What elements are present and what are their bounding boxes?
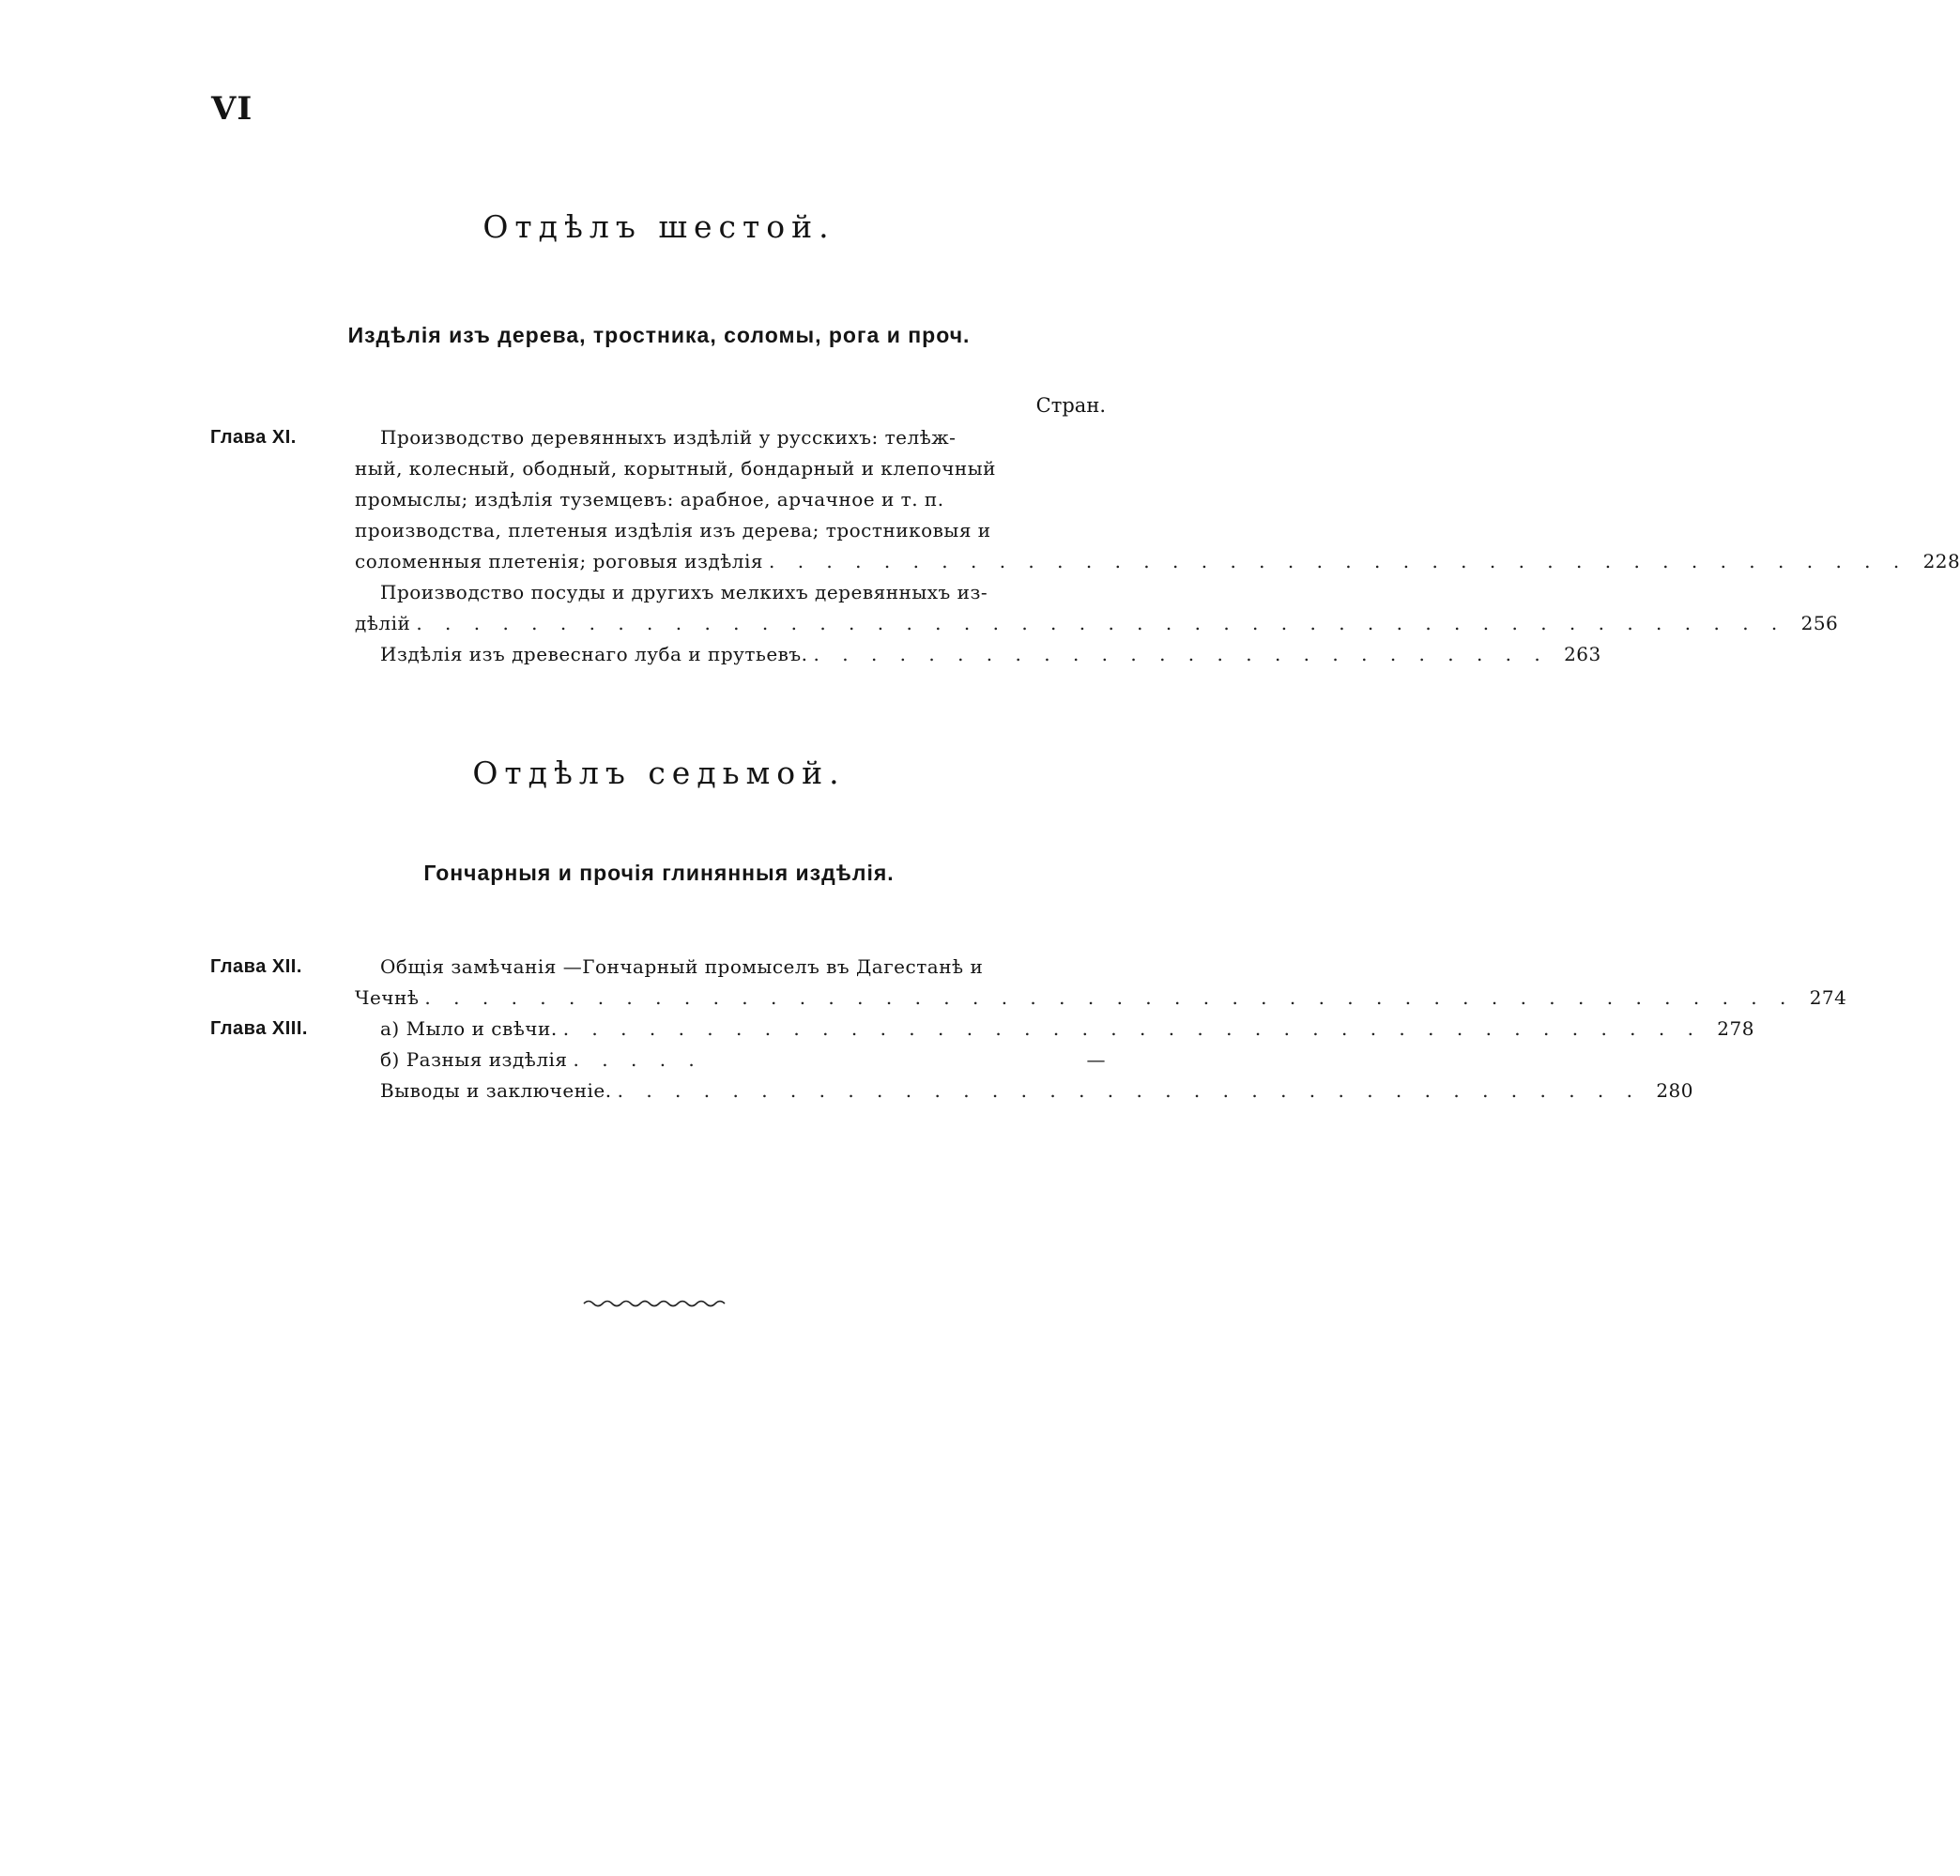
toc-entry: [380, 639, 1601, 670]
page-number: VI: [211, 90, 253, 128]
toc-entry: [355, 608, 1839, 639]
toc-text: Издѣлія изъ древеснаго луба и прутьевъ.: [380, 643, 808, 665]
dot-leader: . . . . . . . . . . . . . . . . . . . . . . . . . . . . . . . . . . . . . . . . . . . . . . . .: [416, 612, 1786, 634]
dot-leader: . . . . . . . . . . . . . . . . . . . . . . . . . . . . . . . . . . . . . . . .: [562, 1017, 1702, 1040]
toc-text: Производство посуды и другихъ мелкихъ деревянныхъ из-: [380, 581, 988, 603]
chapter-label-xiii: Глава XIII.: [210, 1018, 308, 1039]
toc-text: промыслы; издѣлія туземцевъ: арабное, арчачное и т. п.: [355, 488, 944, 511]
toc-text: ный, колесный, ободный, корытный, бондарный и клепочный: [355, 457, 997, 480]
toc-text: б) Разныя издѣлія: [380, 1048, 568, 1071]
dot-leader: . . . . .: [573, 1048, 703, 1071]
toc-entry: [380, 1014, 1754, 1045]
chapter-xii-line-1: [380, 952, 983, 983]
chapter-xi-line-4: [355, 515, 991, 546]
toc-page-number: —: [1086, 1048, 1106, 1071]
chapter-label-xii: Глава XII.: [210, 956, 302, 977]
toc-text: соломенныя плетенія; роговыя издѣлія: [355, 550, 763, 572]
toc-text: Производство деревянныхъ издѣлій у русскихъ: телѣж-: [380, 426, 957, 449]
section-subtitle-7: Гончарныя и прочія глинянныя издѣлія.: [423, 861, 895, 885]
toc-text: Общія замѣчанія —Гончарный промыселъ въ Дагестанѣ и: [380, 955, 984, 978]
toc-text: Чечнѣ: [355, 986, 420, 1009]
chapter-xi-line-3: [355, 484, 944, 515]
toc-page-number: 280: [1656, 1079, 1694, 1102]
dot-leader: . . . . . . . . . . . . . . . . . . . . . . . . . . . . . . . . . . . . . . . .: [769, 550, 1908, 572]
wavy-ornament: [582, 1297, 732, 1310]
toc-text: а) Мыло и свѣчи.: [380, 1017, 558, 1040]
chapter-xi-line-1: [380, 422, 956, 453]
section-title-6: Отдѣлъ шестой.: [482, 208, 835, 245]
toc-page-number: 263: [1564, 643, 1601, 665]
toc-page-number: 228: [1922, 550, 1960, 572]
toc-entry: [380, 1045, 1106, 1075]
toc-entry: [355, 546, 1960, 577]
dot-leader: . . . . . . . . . . . . . . . . . . . . . . . . . .: [813, 643, 1549, 665]
toc-page-number: 256: [1800, 612, 1839, 634]
toc-text: дѣлій: [355, 612, 411, 634]
toc-page-number: 278: [1717, 1017, 1754, 1040]
toc-text: Выводы и заключеніе.: [380, 1079, 612, 1102]
toc-text: производства, плетеныя издѣлія изъ дерева; тростниковыя и: [355, 519, 991, 541]
toc-entry: [380, 1075, 1694, 1106]
page-column-header: Стран.: [1035, 394, 1106, 417]
toc-entry: [355, 983, 1847, 1014]
toc-page-number: 274: [1809, 986, 1847, 1009]
dot-leader: . . . . . . . . . . . . . . . . . . . . . . . . . . . . . . . . . . . . . . . . . . . . . . . .: [424, 986, 1795, 1009]
chapter-xi-line-2: [355, 453, 996, 484]
toc-entry-line-1: [380, 577, 988, 608]
section-title-7: Отдѣлъ седьмой.: [472, 755, 846, 791]
chapter-label-xi: Глава XI.: [210, 427, 297, 448]
section-subtitle-6: Издѣлія изъ дерева, тростника, соломы, рога и проч.: [347, 323, 971, 347]
dot-leader: . . . . . . . . . . . . . . . . . . . . . . . . . . . . . . . . . . . .: [617, 1079, 1642, 1102]
